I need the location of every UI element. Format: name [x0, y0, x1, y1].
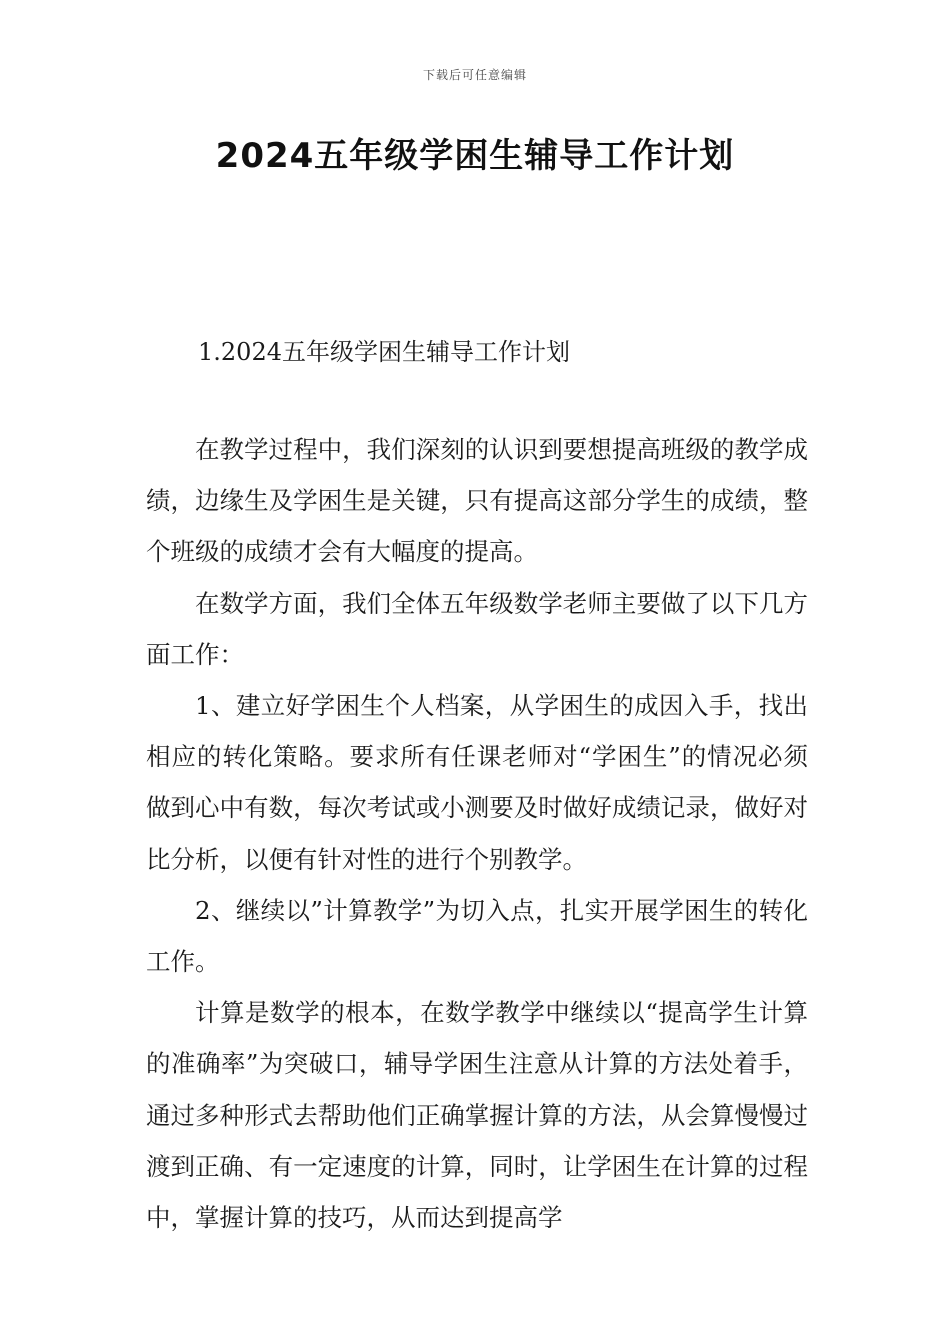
paragraph: 1、建立好学困生个人档案，从学困生的成因入手，找出相应的转化策略。要求所有任课老师对“学困生”的情况必须做到心中有数，每次考试或小测要及时做好成绩记录，做好对比分析，以便有针对性的进行个别教学。 [146, 691, 808, 874]
section-title: 1.2024五年级学困生辅导工作计划 [198, 338, 570, 366]
document-body [146, 424, 808, 1243]
paragraph: 在教学过程中，我们深刻的认识到要想提高班级的教学成绩，边缘生及学困生是关键，只有提高这部分学生的成绩，整个班级的成绩才会有大幅度的提高。 [146, 435, 808, 567]
paragraph: 计算是数学的根本，在数学教学中继续以“提高学生计算的准确率”为突破口，辅导学困生注意从计算的方法处着手，通过多种形式去帮助他们正确掌握计算的方法，从会算慢慢过渡到正确、有一定速度的计算，同时，让学困生在计算的过程中，掌握计算的技巧，从而达到提高学 [146, 998, 808, 1233]
paragraph: 2、继续以”计算教学”为切入点，扎实开展学困生的转化工作。 [146, 895, 808, 977]
header-note: 下载后可任意编辑 [422, 68, 527, 82]
paragraph: 在数学方面，我们全体五年级数学老师主要做了以下几方面工作： [146, 588, 808, 669]
document-title: 2024五年级学困生辅导工作计划 [215, 136, 735, 176]
